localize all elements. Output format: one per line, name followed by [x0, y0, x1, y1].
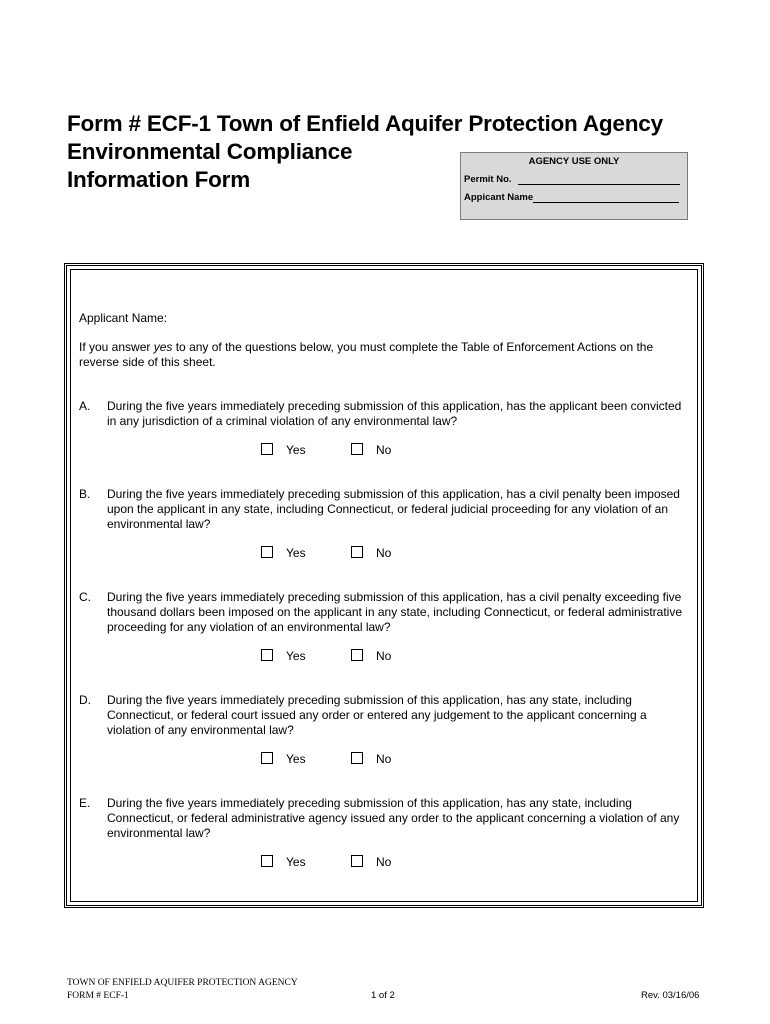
title-line-3: Information Form	[67, 167, 251, 192]
instruction-emphasis: yes	[153, 340, 173, 354]
title-line-2: Environmental Compliance	[67, 139, 353, 164]
agency-box-header: AGENCY USE ONLY	[528, 156, 620, 167]
revision-date: Rev. 03/16/06	[641, 990, 700, 1001]
question-b-yes[interactable]	[261, 546, 306, 561]
checkbox-icon[interactable]	[351, 855, 363, 867]
checkbox-icon[interactable]	[261, 752, 273, 764]
permit-row	[464, 174, 680, 185]
no-label: No	[376, 649, 392, 663]
question-d-text: During the five years immediately preceding submission of this application, has any state, including Connecticut, or federal court issued any order or entered any judgement to the applicant concerning a violation of any environmental law?	[107, 693, 647, 737]
no-label: No	[376, 546, 392, 560]
checkbox-icon[interactable]	[351, 649, 363, 661]
applicant-row	[464, 192, 679, 203]
permit-number-field[interactable]	[518, 184, 680, 185]
agency-use-only-box	[460, 152, 688, 220]
question-b-letter: B.	[79, 487, 91, 501]
instructions	[79, 340, 689, 370]
question-e-yes[interactable]	[261, 855, 306, 870]
question-a-text: During the five years immediately preceding submission of this application, has the applicant been convicted in any jurisdiction of a criminal violation of any environmental law?	[107, 399, 682, 428]
question-d-letter: D.	[79, 693, 91, 707]
yes-label: Yes	[286, 649, 306, 663]
yes-label: Yes	[286, 443, 306, 457]
title-line-1: Form # ECF-1 Town of Enfield Aquifer Protection Agency	[67, 111, 663, 136]
applicant-name-label: Appicant Name	[464, 192, 534, 203]
applicant-name-prompt: Applicant Name:	[79, 311, 168, 325]
question-c-yes[interactable]	[261, 649, 306, 664]
permit-label: Permit No.	[464, 174, 512, 185]
checkbox-icon[interactable]	[351, 546, 363, 558]
checkbox-icon[interactable]	[261, 649, 273, 661]
instruction-post: to any of the questions below, you must complete the Table of Enforcement Actions on the reverse side of this sheet.	[79, 340, 654, 369]
checkbox-icon[interactable]	[351, 752, 363, 764]
footer-form-number: FORM # ECF-1	[67, 991, 129, 1001]
no-label: No	[376, 855, 392, 869]
question-d-no[interactable]	[351, 752, 391, 767]
question-e-text: During the five years immediately preceding submission of this application, has any state, including Connecticut, or federal administrative agency issued any order to the applicant concerning a violation of any environmental law?	[107, 796, 680, 840]
yes-label: Yes	[286, 546, 306, 560]
footer-agency: TOWN OF ENFIELD AQUIFER PROTECTION AGENCY	[67, 978, 298, 988]
question-a-yes[interactable]	[261, 443, 306, 458]
question-e-letter: E.	[79, 796, 91, 810]
question-c-text: During the five years immediately preceding submission of this application, has a civil penalty exceeding five thousand dollars been imposed on the applicant in any state, including Connecticut, or federal administrative proceeding for any violation of an environmental law?	[107, 590, 683, 634]
question-a-letter: A.	[79, 399, 91, 413]
checkbox-icon[interactable]	[351, 443, 363, 455]
yes-label: Yes	[286, 752, 306, 766]
question-a-no[interactable]	[351, 443, 391, 458]
yes-label: Yes	[286, 855, 306, 869]
no-label: No	[376, 752, 392, 766]
checkbox-icon[interactable]	[261, 443, 273, 455]
no-label: No	[376, 443, 392, 457]
checkbox-icon[interactable]	[261, 855, 273, 867]
question-e-no[interactable]	[351, 855, 391, 870]
question-c-letter: C.	[79, 590, 91, 604]
checkbox-icon[interactable]	[261, 546, 273, 558]
page-number: 1 of 2	[371, 990, 395, 1001]
instruction-pre: If you answer	[79, 340, 154, 354]
question-b-text: During the five years immediately preceding submission of this application, has a civil penalty been imposed upon the applicant in any state, including Connecticut, or federal judicial proceeding for any violation of an environmental law?	[107, 487, 680, 531]
applicant-name-field[interactable]	[533, 202, 679, 203]
question-d-yes[interactable]	[261, 752, 306, 767]
question-c-no[interactable]	[351, 649, 391, 664]
question-b-no[interactable]	[351, 546, 391, 561]
